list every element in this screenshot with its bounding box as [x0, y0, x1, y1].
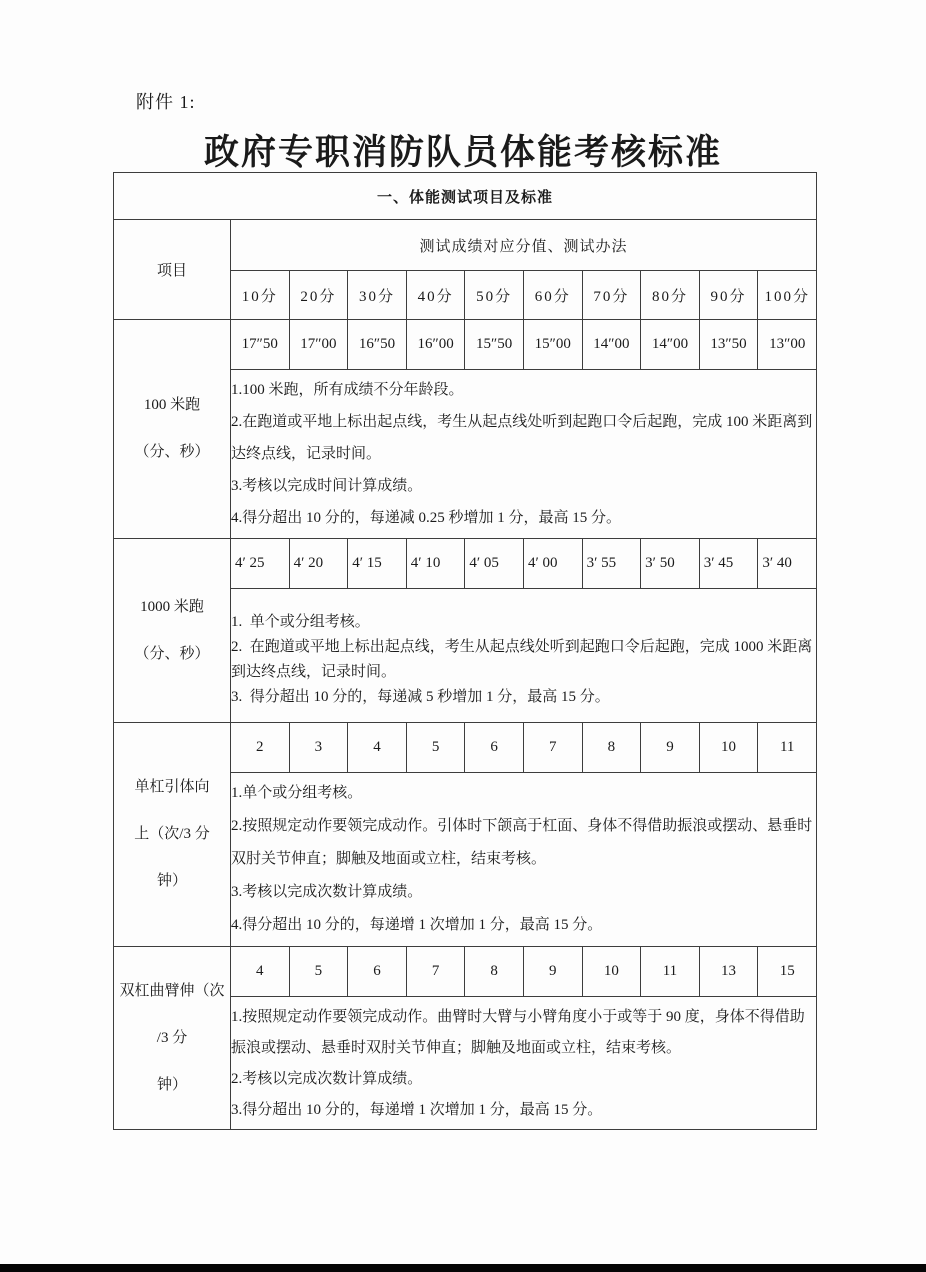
score-value-cell: 4 [348, 723, 407, 773]
score-column-header: 60分 [523, 271, 582, 320]
score-values-header: 测试成绩对应分值、测试办法 [231, 220, 817, 271]
section-header-row [114, 173, 817, 220]
score-value-cell: 3′ 50 [641, 539, 700, 589]
score-value-cell: 3 [289, 723, 348, 773]
note-paragraph: 1. 单个或分组考核。 [231, 614, 370, 630]
score-column-header: 100分 [758, 271, 817, 320]
project-name-line: 1000 米跑 [140, 598, 204, 615]
score-value-cell: 13″00 [758, 320, 817, 370]
project-name-line: 钟） [156, 873, 187, 889]
score-value-cell: 4′ 10 [406, 539, 465, 589]
project-name-line: （分、秒） [134, 645, 210, 662]
score-column-header: 30分 [348, 271, 407, 320]
score-column-header: 80分 [641, 271, 700, 320]
test-method-notes [231, 589, 817, 723]
score-value-cell: 14″00 [582, 320, 641, 370]
note-paragraph: 1.100 米跑，所有成绩不分年龄段。 [231, 382, 464, 398]
project-name-line: 上（次/3 分 [134, 826, 210, 842]
score-value-cell: 4′ 05 [465, 539, 524, 589]
project-name-cell [114, 539, 231, 723]
score-value-cell: 6 [465, 723, 524, 773]
score-value-cell: 7 [406, 947, 465, 997]
score-value-cell: 15″50 [465, 320, 524, 370]
score-header-row [114, 220, 817, 271]
score-value-cell: 16″50 [348, 320, 407, 370]
note-paragraph: 1.单个或分组考核。 [231, 785, 363, 801]
project-name-line: （分、秒） [134, 444, 210, 460]
project-name-line: /3 分 [156, 1029, 188, 1046]
score-value-cell: 13 [699, 947, 758, 997]
score-value-cell: 8 [465, 947, 524, 997]
note-paragraph: 2.按照规定动作要领完成动作。引体时下颌高于杠面、身体不得借助振浪或摆动、悬垂时双肘关节伸直；脚触及地面或立柱，结束考核。 [231, 818, 813, 867]
score-value-cell: 15″00 [523, 320, 582, 370]
values-row [114, 320, 817, 370]
score-value-cell: 4′ 00 [523, 539, 582, 589]
score-value-cell: 7 [523, 723, 582, 773]
project-name-line: 单杠引体向 [134, 779, 210, 795]
score-value-cell: 17″00 [289, 320, 348, 370]
score-value-cell: 13″50 [699, 320, 758, 370]
project-name-cell [114, 723, 231, 947]
project-column-header: 项目 [114, 220, 231, 320]
score-value-cell: 10 [699, 723, 758, 773]
score-value-cell: 3′ 45 [699, 539, 758, 589]
project-name-line: 100 米跑 [143, 397, 201, 413]
test-method-notes [231, 997, 817, 1130]
page-title: 政府专职消防队员体能考核标准 [203, 133, 722, 172]
values-row [114, 539, 817, 589]
note-paragraph: 2. 在跑道或平地上标出起点线，考生从起点线处听到起跑口令后起跑，完成 1000 米距离到达终点线，记录时间。 [231, 639, 813, 680]
score-value-cell: 5 [289, 947, 348, 997]
note-paragraph: 3.考核以完成时间计算成绩。 [231, 478, 423, 494]
score-value-cell: 3′ 55 [582, 539, 641, 589]
table-section-header: 一、体能测试项目及标准 [114, 173, 817, 220]
score-value-cell: 9 [641, 723, 700, 773]
note-paragraph: 2.在跑道或平地上标出起点线，考生从起点线处听到起跑口令后起跑，完成 100 米距离到达终点线，记录时间。 [231, 414, 813, 462]
score-value-cell: 4′ 25 [231, 539, 290, 589]
score-value-cell: 16″00 [406, 320, 465, 370]
score-value-cell: 4′ 20 [289, 539, 348, 589]
test-method-notes [231, 370, 817, 539]
score-value-cell: 15 [758, 947, 817, 997]
note-paragraph: 4.得分超出 10 分的，每递增 1 次增加 1 分，最高 15 分。 [231, 917, 603, 933]
score-column-header: 20分 [289, 271, 348, 320]
note-paragraph: 3.得分超出 10 分的，每递增 1 次增加 1 分，最高 15 分。 [231, 1101, 603, 1118]
attachment-label: 附件 1: [136, 92, 196, 112]
note-paragraph: 2.考核以完成次数计算成绩。 [231, 1070, 423, 1087]
score-column-header: 10分 [231, 271, 290, 320]
fitness-standards-table [113, 172, 817, 1130]
score-value-cell: 4′ 15 [348, 539, 407, 589]
note-paragraph: 4.得分超出 10 分的，每递减 0.25 秒增加 1 分，最高 15 分。 [231, 510, 622, 526]
bottom-black-bar [0, 1264, 926, 1272]
score-value-cell: 8 [582, 723, 641, 773]
score-value-cell: 3′ 40 [758, 539, 817, 589]
score-value-cell: 4 [231, 947, 290, 997]
note-paragraph: 3.考核以完成次数计算成绩。 [231, 884, 423, 900]
test-method-notes [231, 773, 817, 947]
score-value-cell: 2 [231, 723, 290, 773]
score-value-cell: 10 [582, 947, 641, 997]
score-column-header: 40分 [406, 271, 465, 320]
score-value-cell: 9 [523, 947, 582, 997]
score-value-cell: 11 [641, 947, 700, 997]
score-column-header: 50分 [465, 271, 524, 320]
note-paragraph: 1.按照规定动作要领完成动作。曲臂时大臂与小臂角度小于或等于 90 度，身体不得借助振浪或摆动、悬垂时双肘关节伸直；脚触及地面或立柱，结束考核。 [231, 1008, 805, 1056]
project-name-line: 钟） [156, 1076, 187, 1093]
project-name-cell [114, 320, 231, 539]
note-paragraph: 3. 得分超出 10 分的，每递减 5 秒增加 1 分，最高 15 分。 [231, 689, 610, 705]
score-value-cell: 17″50 [231, 320, 290, 370]
score-value-cell: 6 [348, 947, 407, 997]
score-column-header: 90分 [699, 271, 758, 320]
score-value-cell: 5 [406, 723, 465, 773]
project-name-cell [114, 947, 231, 1130]
score-value-cell: 14″00 [641, 320, 700, 370]
values-row [114, 947, 817, 997]
project-name-line: 双杠曲臂伸（次 [119, 982, 225, 999]
score-value-cell: 11 [758, 723, 817, 773]
score-column-header: 70分 [582, 271, 641, 320]
values-row [114, 723, 817, 773]
